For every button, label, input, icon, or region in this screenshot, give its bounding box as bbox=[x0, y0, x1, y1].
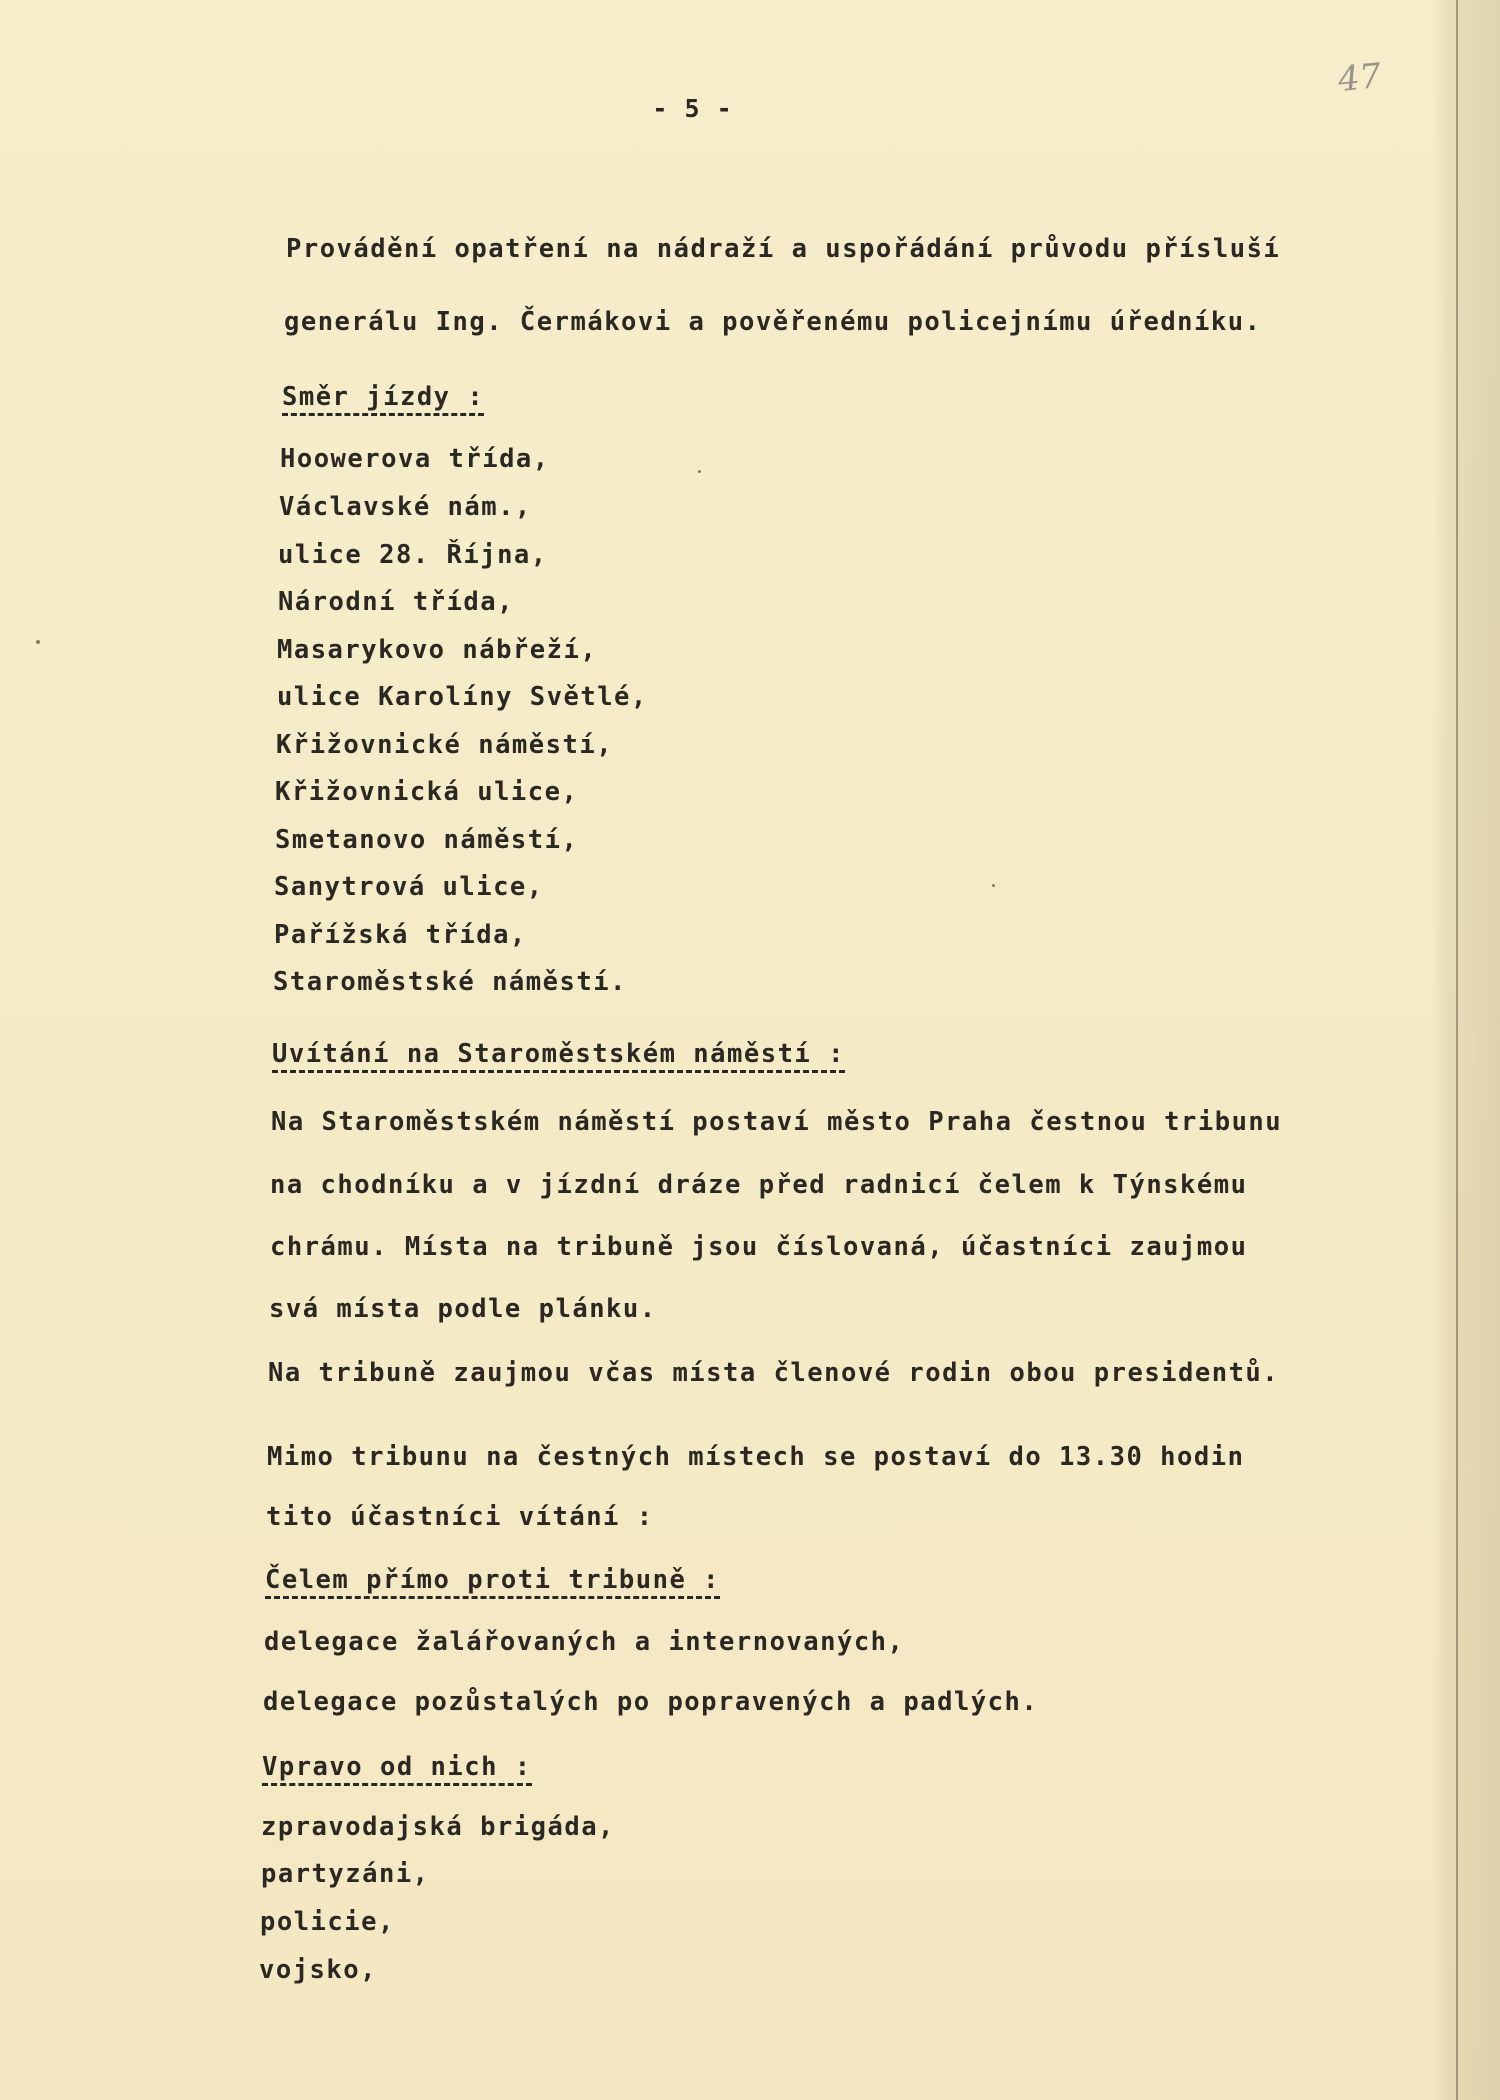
section-heading: Směr jízdy : bbox=[282, 382, 484, 416]
text-line: Václavské nám., bbox=[279, 492, 532, 522]
section-heading: Vpravo od nich : bbox=[262, 1752, 532, 1786]
text-line: partyzáni, bbox=[261, 1859, 430, 1889]
paper-speck bbox=[698, 470, 701, 473]
text-line: Provádění opatření na nádraží a uspořádání průvodu přísluší bbox=[286, 234, 1281, 264]
text-line: policie, bbox=[260, 1907, 395, 1937]
text-line: Staroměstské náměstí. bbox=[273, 967, 627, 997]
text-line: Sanytrová ulice, bbox=[274, 872, 544, 902]
section-heading: Uvítání na Staroměstském náměstí : bbox=[272, 1039, 845, 1073]
text-line: vojsko, bbox=[259, 1955, 377, 1985]
page-edge-divider bbox=[1456, 0, 1458, 2100]
text-line: ulice 28. Října, bbox=[278, 540, 548, 570]
handwritten-folio-number: 47 bbox=[1336, 55, 1384, 101]
text-line: Mimo tribunu na čestných místech se postaví do 13.30 hodin bbox=[267, 1442, 1245, 1472]
paper-speck bbox=[36, 640, 40, 644]
section-heading: Čelem přímo proti tribuně : bbox=[265, 1565, 720, 1599]
text-line: delegace žalářovaných a internovaných, bbox=[264, 1627, 905, 1657]
text-line: Masarykovo nábřeží, bbox=[277, 635, 598, 665]
text-line: Národní třída, bbox=[278, 587, 514, 617]
text-line: ulice Karolíny Světlé, bbox=[277, 682, 648, 712]
text-line: chrámu. Místa na tribuně jsou číslovaná, účastníci zaujmou bbox=[270, 1232, 1248, 1262]
text-line: Na tribuně zaujmou včas místa členové rodin obou presidentů. bbox=[268, 1358, 1280, 1388]
text-line: Křižovnická ulice, bbox=[275, 777, 579, 807]
text-line: na chodníku a v jízdní dráze před radnicí čelem k Týnskému bbox=[270, 1170, 1248, 1200]
text-line: zpravodajská brigáda, bbox=[261, 1812, 615, 1842]
text-line: svá místa podle plánku. bbox=[269, 1294, 657, 1324]
text-line: delegace pozůstalých po popravených a padlých. bbox=[263, 1687, 1039, 1717]
text-line: Křižovnické náměstí, bbox=[276, 730, 614, 760]
text-line: Smetanovo náměstí, bbox=[275, 825, 579, 855]
text-line: tito účastníci vítání : bbox=[266, 1502, 654, 1532]
text-line: Hoowerova třída, bbox=[280, 444, 550, 474]
paper-speck bbox=[992, 884, 995, 887]
text-line: Na Staroměstském náměstí postaví město Praha čestnou tribunu bbox=[271, 1107, 1283, 1137]
page-number: - 5 - bbox=[652, 94, 733, 123]
text-line: generálu Ing. Čermákovi a pověřenému policejnímu úředníku. bbox=[284, 307, 1262, 337]
text-line: Pařížská třída, bbox=[274, 920, 527, 950]
